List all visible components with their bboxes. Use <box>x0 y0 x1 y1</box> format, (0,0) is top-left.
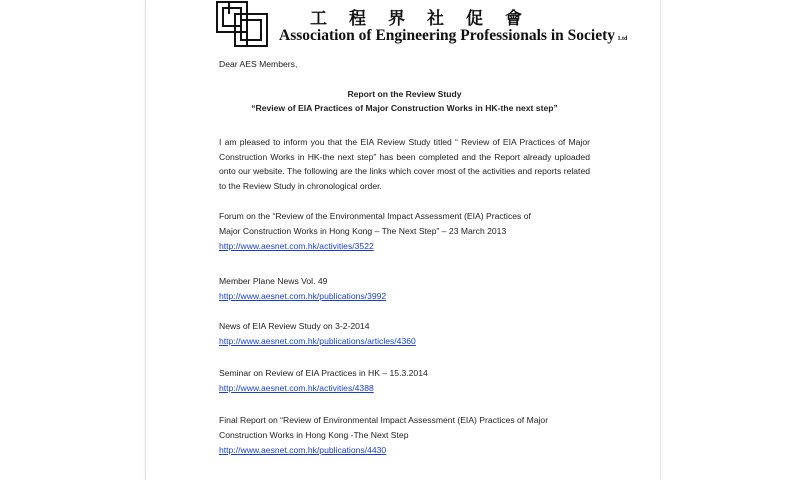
english-org-name <box>279 27 627 45</box>
item-text-line: Construction Works in Hong Kong -The Next Step <box>219 430 409 440</box>
item-text-line: Member Plane News Vol. 49 <box>219 276 328 286</box>
report-heading-line2: “Review of EIA Practices of Major Construction Works in HK-the next step” <box>251 103 558 113</box>
ltd-suffix: Ltd <box>617 36 628 42</box>
articles-4360-link[interactable]: http://www.aesnet.com.hk/publications/articles/4360 <box>219 336 416 346</box>
greeting: Dear AES Members, <box>219 59 298 69</box>
chinese-org-name: 工程界社促會 <box>310 9 544 29</box>
publications-3992-link[interactable]: http://www.aesnet.com.hk/publications/3992 <box>219 291 387 301</box>
list-item <box>219 319 590 349</box>
activities-4388-link[interactable]: http://www.aesnet.com.hk/activities/4388 <box>219 383 374 393</box>
english-org-name-text: Association of Engineering Professionals in Society <box>279 27 615 44</box>
report-heading <box>219 87 590 115</box>
item-text-line: Final Report on “Review of Environmental Impact Assessment (EIA) Practices of Major <box>219 415 549 425</box>
item-text-line: Seminar on Review of EIA Practices in HK – 15.3.2014 <box>219 368 428 378</box>
list-item <box>219 274 590 304</box>
item-text-line: Forum on the “Review of the Environmental Impact Assessment (EIA) Practices of <box>219 211 531 221</box>
list-item <box>219 209 590 254</box>
report-heading-line1: Report on the Review Study <box>347 89 462 99</box>
intro-paragraph: I am pleased to inform you that the EIA Review Study titled “ Review of EIA Practices of Major Construction Works in HK-the next step” has been completed and the Report already uploaded onto our website. The following are the links which cover most of the activities and reports related to the Review Study in chronological order. <box>219 137 590 191</box>
activities-3522-link[interactable]: http://www.aesnet.com.hk/activities/3522 <box>219 241 374 251</box>
publications-4430-link[interactable]: http://www.aesnet.com.hk/publications/4430 <box>219 445 387 455</box>
item-text-line: Major Construction Works in Hong Kong – The Next Step” – 23 March 2013 <box>219 226 507 236</box>
aes-logo-icon <box>215 0 273 50</box>
list-item <box>219 413 590 458</box>
item-text-line: News of EIA Review Study on 3-2-2014 <box>219 321 370 331</box>
document-page <box>145 0 661 480</box>
list-item <box>219 366 590 396</box>
